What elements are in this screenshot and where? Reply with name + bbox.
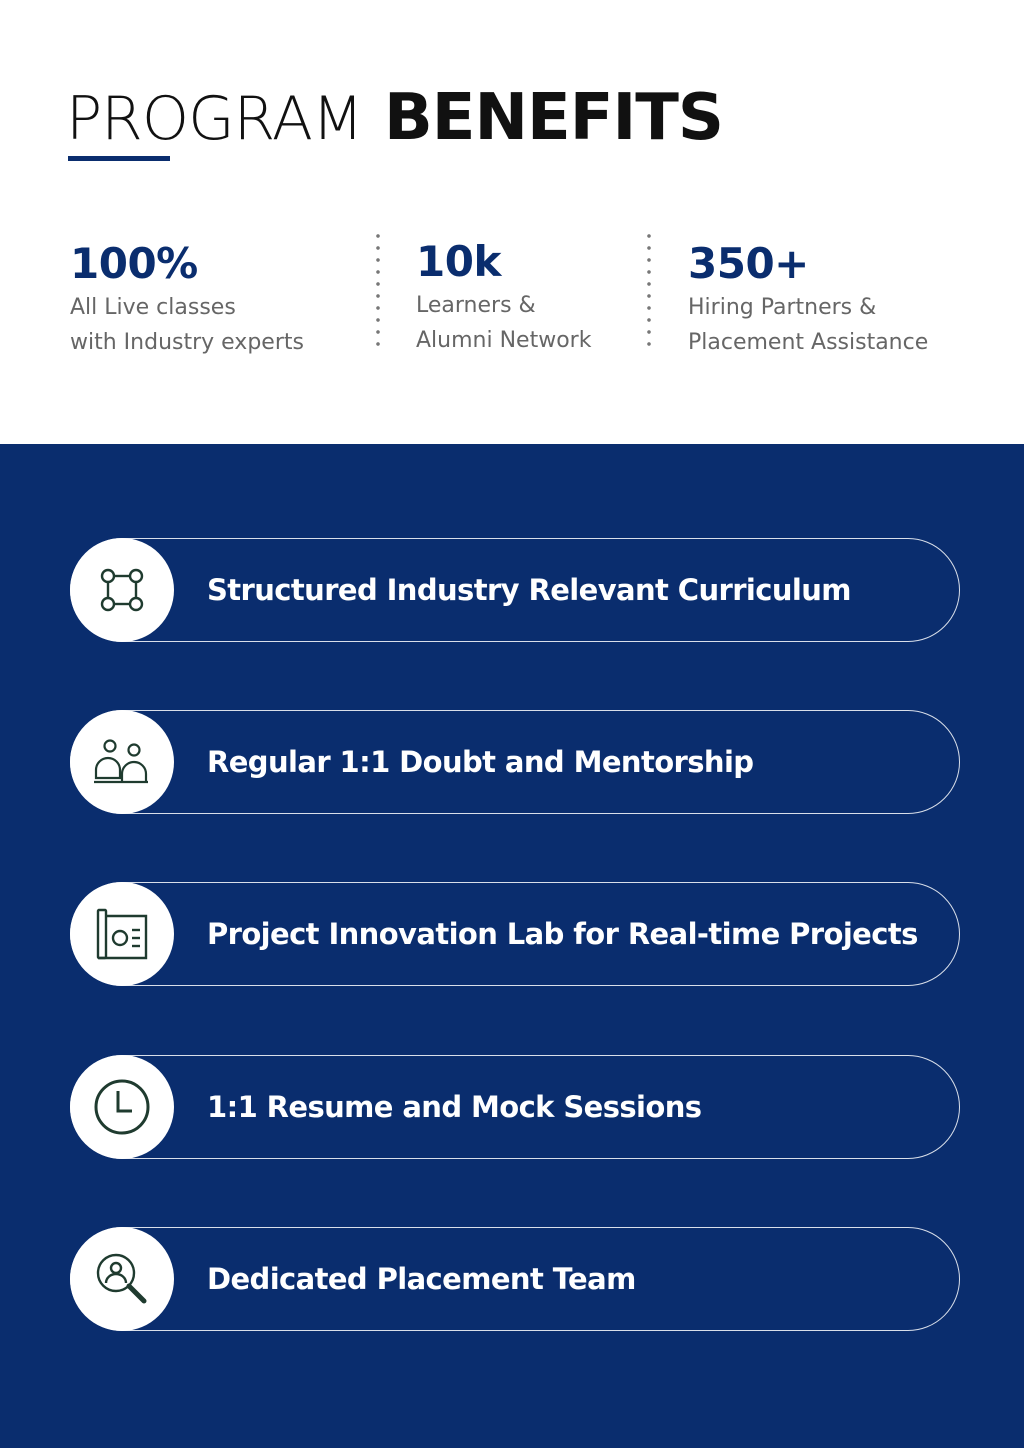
stat-learners (416, 236, 591, 358)
stat-divider (376, 230, 380, 354)
search-person-icon (90, 1247, 154, 1311)
mentorship-people-icon (90, 730, 154, 794)
benefit-project-lab (70, 882, 960, 986)
header-section (0, 0, 1024, 444)
stat-label-line2: with Industry experts (70, 330, 304, 355)
benefit-icon-wrap (70, 882, 174, 986)
stat-hiring-partners (688, 238, 928, 360)
title-light: PROGRAM (66, 84, 363, 154)
benefit-label: Structured Industry Relevant Curriculum (207, 573, 851, 607)
benefit-label: 1:1 Resume and Mock Sessions (207, 1090, 702, 1124)
clock-icon (90, 1075, 154, 1139)
benefit-curriculum (70, 538, 960, 642)
stat-label-line1: Hiring Partners & (688, 295, 877, 320)
title-underline (68, 156, 170, 161)
benefit-icon-wrap (70, 1055, 174, 1159)
stat-value: 350+ (688, 239, 809, 288)
stat-label-line2: Placement Assistance (688, 330, 929, 355)
stat-label-line2: Alumni Network (416, 328, 592, 353)
stat-label-line1: All Live classes (70, 295, 236, 320)
stat-value: 100% (70, 239, 198, 288)
page-title (66, 78, 723, 159)
benefit-resume-mock (70, 1055, 960, 1159)
benefits-section (0, 444, 1024, 1448)
benefit-icon-wrap (70, 710, 174, 814)
stat-divider (647, 230, 651, 354)
stat-value: 10k (416, 237, 501, 286)
benefit-placement-team (70, 1227, 960, 1331)
benefit-label: Dedicated Placement Team (207, 1262, 636, 1296)
stat-label-line1: Learners & (416, 293, 536, 318)
benefit-mentorship (70, 710, 960, 814)
benefit-label: Project Innovation Lab for Real-time Projects (207, 917, 918, 951)
benefit-label: Regular 1:1 Doubt and Mentorship (207, 745, 754, 779)
project-blueprint-icon (90, 902, 154, 966)
stat-live-classes (70, 238, 304, 360)
benefit-icon-wrap (70, 538, 174, 642)
title-bold: BENEFITS (383, 81, 724, 155)
benefit-icon-wrap (70, 1227, 174, 1331)
curriculum-nodes-icon (90, 558, 154, 622)
